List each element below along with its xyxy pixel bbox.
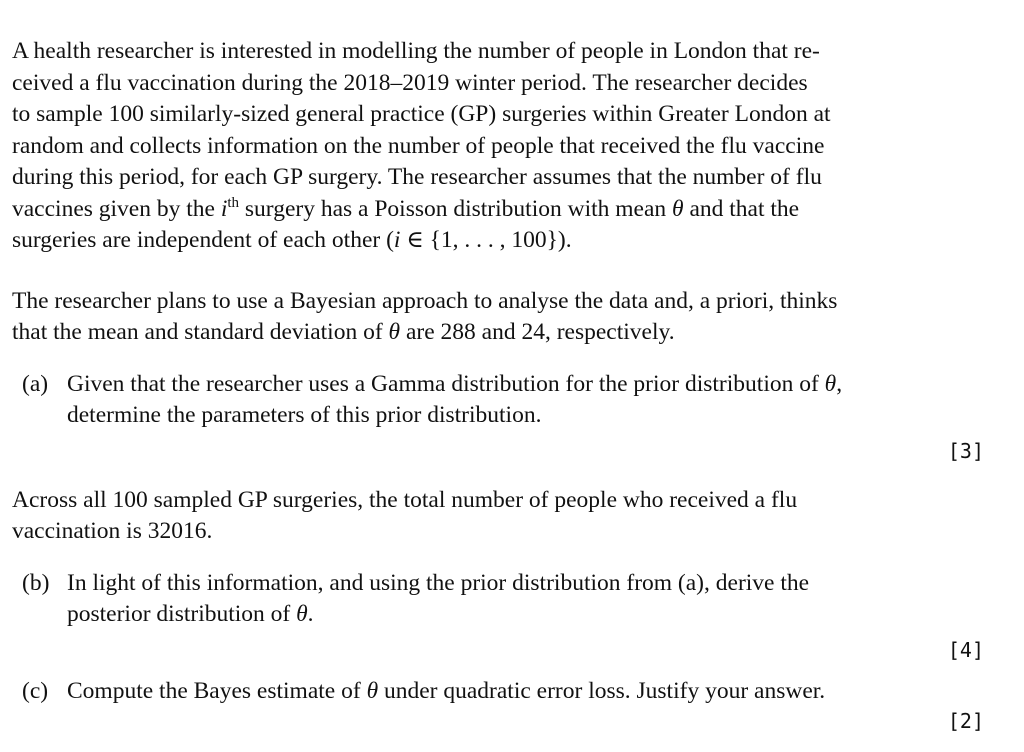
- part-b-text: [67, 568, 986, 631]
- part-a-line: [67, 369, 986, 401]
- part-b-text-span: posterior distribution of: [67, 601, 297, 627]
- intro-line: ceived a flu vaccination during the 2018–2019 winter period. The researcher decides: [12, 69, 808, 96]
- intro-text: vaccines given by the: [12, 195, 221, 222]
- data-line: vaccination is 32016.: [12, 518, 213, 544]
- part-b-row: [12, 568, 986, 631]
- index-symbol: i: [393, 227, 401, 253]
- part-a-text: [67, 369, 986, 432]
- spacer: [12, 257, 986, 286]
- intro-text: ∈ {1, . . . , 100}).: [400, 227, 572, 253]
- part-c-text: [67, 676, 986, 708]
- theta-symbol: θ: [388, 319, 401, 345]
- part-b-label: (b): [22, 569, 50, 596]
- part-c-row: [12, 676, 986, 708]
- intro-line: random and collects information on the number of people that received the flu vaccine: [12, 132, 825, 159]
- part-c-text-span: Compute the Bayes estimate of: [67, 677, 367, 704]
- part-a-text-span: ,: [836, 370, 843, 397]
- intro-line: to sample 100 similarly-sized general practice (GP) surgeries within Greater London at: [12, 101, 831, 127]
- part-a-line: determine the parameters of this prior distribution.: [67, 402, 542, 428]
- prior-paragraph: [12, 286, 986, 349]
- part-c-text-span: under quadratic error loss. Justify your answer.: [378, 677, 826, 704]
- part-c-marks: [2]: [947, 709, 984, 733]
- theta-symbol: θ: [296, 601, 308, 627]
- intro-paragraph: [12, 36, 986, 257]
- spacer: [12, 349, 986, 369]
- part-c: [12, 676, 986, 736]
- intro-text: and that the: [683, 195, 800, 222]
- part-a-marks: [3]: [947, 438, 984, 463]
- part-a-row: [12, 369, 986, 432]
- intro-line: [12, 225, 986, 257]
- theta-symbol: θ: [824, 370, 837, 397]
- part-a-text-span: Given that the researcher uses a Gamma distribution for the prior distribution of: [67, 370, 825, 397]
- part-a: [12, 369, 986, 465]
- intro-line: A health researcher is interested in modelling the number of people in London that re-: [12, 38, 820, 64]
- prior-text: are 288 and 24, respectively.: [400, 319, 675, 345]
- part-b-marks: [4]: [947, 637, 984, 662]
- data-paragraph: [12, 485, 986, 548]
- part-b: [12, 568, 986, 664]
- spacer: [12, 465, 986, 485]
- prior-text: that the mean and standard deviation of: [12, 319, 389, 345]
- spacer: [12, 548, 986, 568]
- spacer: [12, 664, 986, 676]
- intro-line: [12, 194, 986, 226]
- part-b-text-span: .: [307, 601, 314, 627]
- part-a-label: (a): [22, 370, 49, 397]
- superscript: th: [227, 194, 240, 211]
- part-b-line: [67, 599, 986, 631]
- prior-line: The researcher plans to use a Bayesian approach to analyse the data and, a priori, thinks: [12, 287, 838, 314]
- theta-symbol: θ: [672, 195, 684, 222]
- intro-text: surgery has a Poisson distribution with mean: [239, 195, 673, 222]
- prior-line: [12, 317, 986, 349]
- question-page: [12, 36, 986, 735]
- intro-text: surgeries are independent of each other (: [12, 227, 394, 253]
- part-c-label: (c): [22, 677, 49, 704]
- index-symbol: i: [220, 195, 228, 222]
- data-line: Across all 100 sampled GP surgeries, the total number of people who received a flu: [12, 486, 798, 513]
- intro-line: during this period, for each GP surgery. The researcher assumes that the number of flu: [12, 164, 822, 190]
- part-c-line: [67, 676, 986, 708]
- part-b-line: In light of this information, and using the prior distribution from (a), derive the: [67, 569, 810, 596]
- theta-symbol: θ: [366, 677, 379, 704]
